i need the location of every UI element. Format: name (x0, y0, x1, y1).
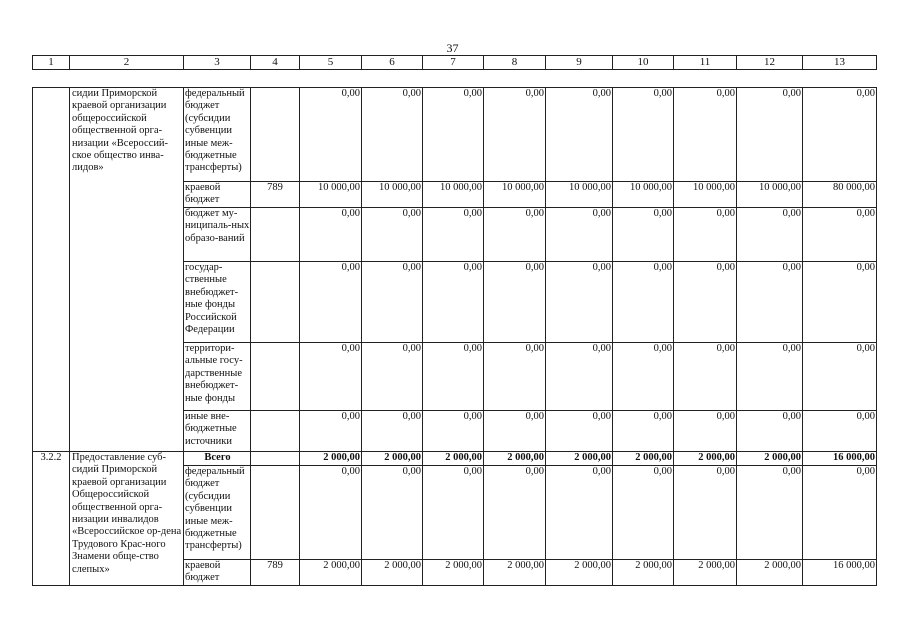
value-cell: 0,00 (484, 343, 546, 411)
value-cell: 0,00 (362, 262, 423, 343)
value-cell: 2 000,00 (737, 452, 803, 466)
table-row (33, 452, 877, 466)
value-cell: 0,00 (674, 262, 737, 343)
column-header-5: 5 (300, 56, 362, 70)
column-header-12: 12 (737, 56, 803, 70)
value-cell: 2 000,00 (423, 560, 484, 586)
value-cell: 0,00 (300, 466, 362, 560)
funding-source: Всего (184, 452, 251, 466)
value-cell: 2 000,00 (484, 452, 546, 466)
value-cell: 2 000,00 (423, 452, 484, 466)
column-header-11: 11 (674, 56, 737, 70)
value-cell: 0,00 (674, 88, 737, 182)
value-cell: 0,00 (546, 343, 613, 411)
value-cell: 0,00 (362, 466, 423, 560)
funding-source: федеральный бюджет (субсидии субвенции иные меж-бюджетные трансферты) (184, 466, 251, 560)
item-description: сидии Приморской краевой организации общероссийской общественной орга-низации «Всероссий-ское общество инва-лидов» (70, 88, 184, 452)
budget-code: 789 (251, 182, 300, 208)
column-header-8: 8 (484, 56, 546, 70)
value-cell: 0,00 (674, 466, 737, 560)
item-number (33, 88, 70, 452)
table-row (33, 88, 877, 182)
value-cell: 0,00 (613, 88, 674, 182)
column-header-6: 6 (362, 56, 423, 70)
value-cell: 2 000,00 (484, 560, 546, 586)
value-cell: 10 000,00 (546, 182, 613, 208)
funding-source: краевой бюджет (184, 182, 251, 208)
value-cell: 10 000,00 (300, 182, 362, 208)
funding-source: территори-альные госу-дарственные внебюджет-ные фонды (184, 343, 251, 411)
column-header-10: 10 (613, 56, 674, 70)
value-cell: 0,00 (423, 411, 484, 452)
value-cell: 10 000,00 (737, 182, 803, 208)
value-cell: 0,00 (803, 466, 877, 560)
budget-code (251, 466, 300, 560)
value-cell: 0,00 (423, 262, 484, 343)
value-cell: 16 000,00 (803, 560, 877, 586)
funding-source: федеральный бюджет (субсидии субвенции иные меж-бюджетные трансферты) (184, 88, 251, 182)
budget-table (32, 87, 877, 586)
value-cell: 0,00 (300, 343, 362, 411)
value-cell: 0,00 (803, 88, 877, 182)
column-header-9: 9 (546, 56, 613, 70)
page-number: 37 (446, 41, 459, 55)
value-cell: 0,00 (613, 208, 674, 262)
value-cell: 0,00 (546, 466, 613, 560)
column-header-table (32, 55, 877, 70)
value-cell: 0,00 (484, 411, 546, 452)
value-cell: 0,00 (546, 411, 613, 452)
column-header-1: 1 (33, 56, 70, 70)
value-cell: 0,00 (803, 411, 877, 452)
value-cell: 0,00 (362, 411, 423, 452)
value-cell: 0,00 (613, 343, 674, 411)
value-cell: 0,00 (362, 208, 423, 262)
value-cell: 0,00 (613, 466, 674, 560)
value-cell: 0,00 (484, 88, 546, 182)
value-cell: 0,00 (362, 343, 423, 411)
value-cell: 2 000,00 (300, 452, 362, 466)
value-cell: 0,00 (737, 343, 803, 411)
value-cell: 2 000,00 (546, 560, 613, 586)
value-cell: 2 000,00 (546, 452, 613, 466)
value-cell: 2 000,00 (362, 560, 423, 586)
value-cell: 0,00 (484, 466, 546, 560)
column-header-3: 3 (184, 56, 251, 70)
value-cell: 0,00 (300, 88, 362, 182)
budget-code (251, 262, 300, 343)
value-cell: 2 000,00 (674, 452, 737, 466)
budget-code (251, 343, 300, 411)
value-cell: 0,00 (674, 343, 737, 411)
value-cell: 2 000,00 (362, 452, 423, 466)
value-cell: 2 000,00 (674, 560, 737, 586)
value-cell: 0,00 (613, 411, 674, 452)
funding-source: краевой бюджет (184, 560, 251, 586)
header-row (33, 56, 877, 70)
column-header-13: 13 (803, 56, 877, 70)
value-cell: 10 000,00 (362, 182, 423, 208)
value-cell: 0,00 (423, 208, 484, 262)
funding-source: бюджет му-ниципаль-ных образо-ваний (184, 208, 251, 262)
budget-code (251, 88, 300, 182)
value-cell: 0,00 (484, 262, 546, 343)
value-cell: 16 000,00 (803, 452, 877, 466)
value-cell: 10 000,00 (674, 182, 737, 208)
value-cell: 0,00 (423, 343, 484, 411)
value-cell: 0,00 (674, 411, 737, 452)
value-cell: 0,00 (300, 262, 362, 343)
value-cell: 0,00 (803, 262, 877, 343)
budget-code (251, 452, 300, 466)
budget-code (251, 411, 300, 452)
value-cell: 0,00 (803, 208, 877, 262)
value-cell: 2 000,00 (613, 560, 674, 586)
value-cell: 0,00 (546, 88, 613, 182)
value-cell: 0,00 (803, 343, 877, 411)
value-cell: 0,00 (674, 208, 737, 262)
column-header-2: 2 (70, 56, 184, 70)
value-cell: 2 000,00 (300, 560, 362, 586)
item-description: Предоставление суб-сидий Приморской краевой организации Общероссийской общественной орга-низации инвалидов «Всероссийское ор-дена Трудового Крас-ного Знамени обще-ство слепых» (70, 452, 184, 586)
value-cell: 0,00 (737, 208, 803, 262)
value-cell: 0,00 (737, 262, 803, 343)
value-cell: 80 000,00 (803, 182, 877, 208)
value-cell: 0,00 (484, 208, 546, 262)
value-cell: 0,00 (613, 262, 674, 343)
column-header-7: 7 (423, 56, 484, 70)
budget-code: 789 (251, 560, 300, 586)
budget-code (251, 208, 300, 262)
value-cell: 10 000,00 (484, 182, 546, 208)
value-cell: 10 000,00 (423, 182, 484, 208)
item-number: 3.2.2 (33, 452, 70, 586)
value-cell: 0,00 (300, 208, 362, 262)
funding-source: государ-ственные внебюджет-ные фонды Российской Федерации (184, 262, 251, 343)
value-cell: 0,00 (737, 411, 803, 452)
column-header-4: 4 (251, 56, 300, 70)
value-cell: 0,00 (362, 88, 423, 182)
value-cell: 0,00 (423, 88, 484, 182)
value-cell: 0,00 (737, 88, 803, 182)
value-cell: 10 000,00 (613, 182, 674, 208)
value-cell: 2 000,00 (613, 452, 674, 466)
value-cell: 2 000,00 (737, 560, 803, 586)
value-cell: 0,00 (546, 262, 613, 343)
funding-source: иные вне-бюджетные источники (184, 411, 251, 452)
value-cell: 0,00 (300, 411, 362, 452)
value-cell: 0,00 (423, 466, 484, 560)
value-cell: 0,00 (546, 208, 613, 262)
value-cell: 0,00 (737, 466, 803, 560)
